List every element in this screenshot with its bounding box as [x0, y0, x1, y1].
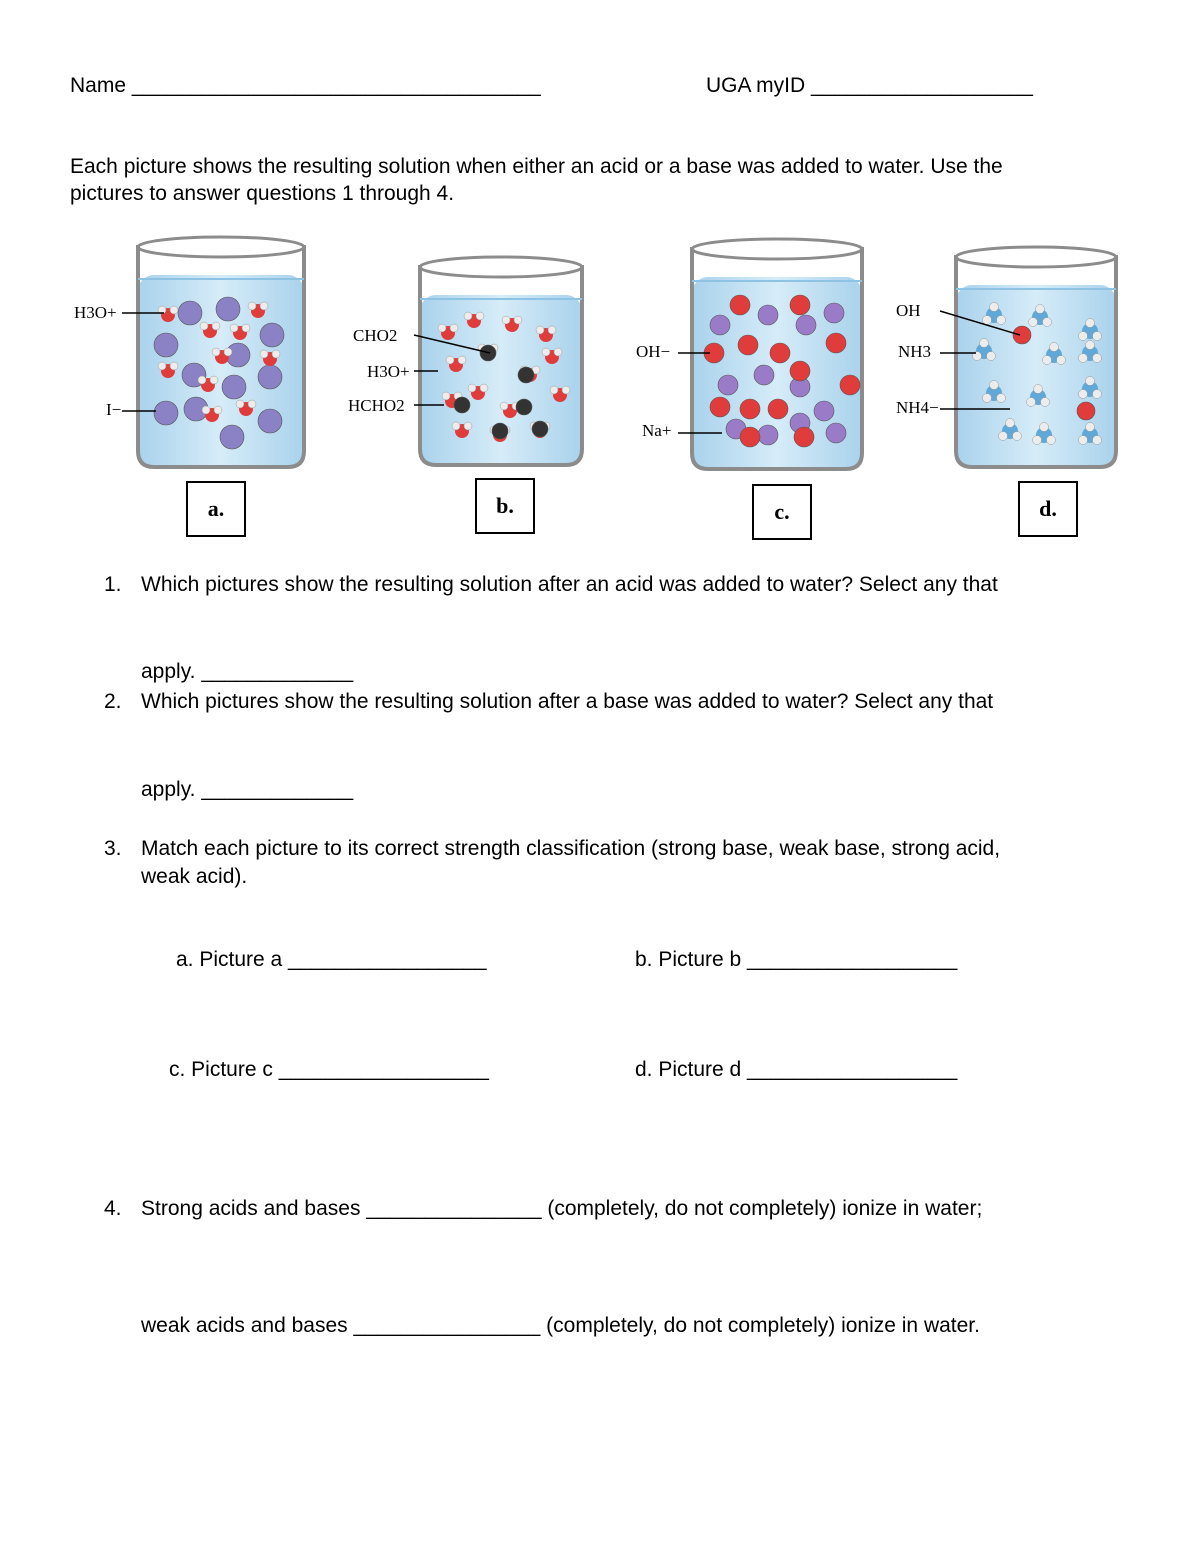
- question-4-text[interactable]: Strong acids and bases _______________ (completely, do not completely) ionize in water;: [141, 1197, 983, 1220]
- label-oh-d: OH: [896, 301, 921, 320]
- question-1-text: Which pictures show the resulting solution after an acid was added to water? Select any that: [141, 573, 998, 596]
- question-3-text-2: weak acid).: [141, 865, 248, 888]
- iodide-ion: [154, 401, 178, 425]
- label-cho2: CHO2: [353, 326, 398, 345]
- hydroxide-ion: [826, 333, 846, 353]
- hydroxide-ion: [768, 399, 788, 419]
- hydroxide-ion: [740, 399, 760, 419]
- carbon-atom: [518, 367, 534, 383]
- hydroxide-ion: [790, 361, 810, 381]
- iodide-ion: [258, 365, 282, 389]
- question-3c-answer[interactable]: c. Picture c __________________: [169, 1058, 489, 1081]
- question-2-text: Which pictures show the resulting solution after a base was added to water? Select any that: [141, 690, 994, 713]
- question-2-answer[interactable]: apply. _____________: [141, 778, 354, 801]
- question-4-number: 4.: [104, 1197, 122, 1220]
- sodium-ion: [824, 303, 844, 323]
- intro-line-1: Each picture shows the resulting solution when either an acid or a base was added to water. Use the: [70, 155, 1003, 178]
- sodium-ion: [754, 365, 774, 385]
- hydroxide-ion: [710, 397, 730, 417]
- label-na: Na+: [642, 421, 672, 440]
- iodide-ion: [154, 333, 178, 357]
- label-h3o-b: H3O+: [367, 362, 410, 381]
- intro-line-2: pictures to answer questions 1 through 4.: [70, 182, 455, 205]
- question-3d-answer[interactable]: d. Picture d __________________: [635, 1058, 958, 1081]
- label-nh4: NH4−: [896, 398, 939, 417]
- panel-label-c: c.: [752, 484, 812, 540]
- sodium-ion: [796, 315, 816, 335]
- label-nh3: NH3: [898, 342, 932, 361]
- sodium-ion: [718, 375, 738, 395]
- iodide-ion: [222, 375, 246, 399]
- sodium-ion: [814, 401, 834, 421]
- beakers-figure: [60, 225, 1140, 545]
- sodium-ion: [826, 423, 846, 443]
- name-field-label: Name ___________________________________: [70, 74, 541, 97]
- question-3-text: Match each picture to its correct strength classification (strong base, weak base, strong acid,: [141, 837, 1001, 860]
- hydroxide-ion: [738, 335, 758, 355]
- panel-label-a: a.: [186, 481, 246, 537]
- beaker-rim: [692, 239, 862, 259]
- myid-field-label: UGA myID ___________________: [706, 74, 1033, 97]
- question-3-number: 3.: [104, 837, 122, 860]
- label-oh-c: OH−: [636, 342, 671, 361]
- question-3b-answer[interactable]: b. Picture b __________________: [635, 948, 958, 971]
- iodide-ion: [260, 323, 284, 347]
- beaker-rim: [138, 237, 304, 257]
- panel-label-b: b.: [475, 478, 535, 534]
- question-1-answer[interactable]: apply. _____________: [141, 660, 354, 683]
- carbon-atom: [516, 399, 532, 415]
- iodide-ion: [216, 297, 240, 321]
- carbon-atom: [454, 397, 470, 413]
- beaker-rim: [956, 247, 1116, 267]
- carbon-atom: [492, 423, 508, 439]
- question-2-number: 2.: [104, 690, 122, 713]
- hydroxide-ion-d: [1013, 326, 1031, 344]
- question-1-number: 1.: [104, 573, 122, 596]
- beaker-rim: [420, 257, 582, 277]
- hydroxide-ion: [730, 295, 750, 315]
- sodium-ion: [758, 305, 778, 325]
- hydroxide-ion: [770, 343, 790, 363]
- carbon-atom: [532, 421, 548, 437]
- label-iodide: I−: [106, 400, 122, 419]
- label-h3o-a: H3O+: [74, 303, 117, 322]
- question-4-text-2[interactable]: weak acids and bases ________________ (completely, do not completely) ionize in water.: [141, 1314, 980, 1337]
- hydroxide-ion: [740, 427, 760, 447]
- hydroxide-ion: [840, 375, 860, 395]
- hydroxide-ion-d: [1077, 402, 1095, 420]
- label-hcho2: HCHO2: [348, 396, 405, 415]
- sodium-ion: [758, 425, 778, 445]
- question-3a-answer[interactable]: a. Picture a _________________: [176, 948, 487, 971]
- panel-label-d: d.: [1018, 481, 1078, 537]
- iodide-ion: [258, 409, 282, 433]
- hydroxide-ion: [790, 295, 810, 315]
- iodide-ion: [220, 425, 244, 449]
- iodide-ion: [178, 301, 202, 325]
- sodium-ion: [710, 315, 730, 335]
- hydroxide-ion: [794, 427, 814, 447]
